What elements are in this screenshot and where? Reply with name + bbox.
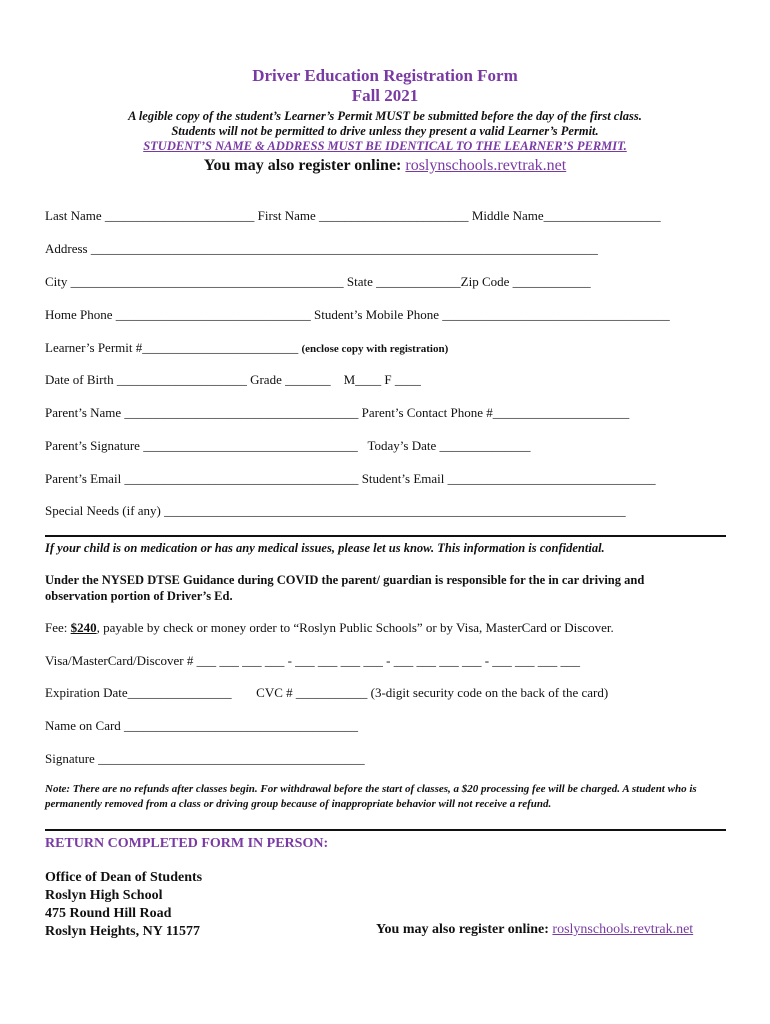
parent-name-row (45, 405, 629, 421)
address-field[interactable]: Address ______________________________________________________________________________ (45, 241, 598, 256)
name-on-card-field[interactable]: Name on Card ____________________________________ (45, 718, 359, 733)
dob-field[interactable]: Date of Birth ____________________ (45, 372, 247, 387)
parent-email-field[interactable]: Parent’s Email ____________________________________ (45, 471, 359, 486)
todays-date-field[interactable]: Today’s Date ______________ (367, 438, 531, 453)
return-street: 475 Round Hill Road (45, 906, 172, 921)
permit-field[interactable]: Learner’s Permit #________________________ (45, 340, 299, 355)
parent-signature-row (45, 438, 530, 454)
expiration-field[interactable]: Expiration Date________________ (45, 685, 232, 700)
fee-amount: $240 (70, 620, 97, 635)
form-subtitle: Fall 2021 (351, 86, 419, 105)
return-city: Roslyn Heights, NY 11577 (45, 924, 201, 939)
state-field[interactable]: State _____________ (346, 274, 461, 289)
parent-name-field[interactable]: Parent’s Name ____________________________________ (45, 405, 359, 420)
covid-note-1: Under the NYSED DTSE Guidance during COVID the parent/ guardian is responsible for the in car driving and (45, 573, 645, 587)
middle-name-field[interactable]: Middle Name__________________ (471, 208, 661, 223)
return-heading: RETURN COMPLETED FORM IN PERSON: (45, 836, 329, 851)
online-register-top (0, 156, 770, 176)
name-row (45, 208, 661, 224)
fee-text: , payable by check or money order to “Roslyn Public Schools” or by Visa, MasterCard or Discover. (96, 620, 614, 635)
online-link-bottom[interactable]: roslynschools.revtrak.net (552, 922, 694, 937)
grade-field[interactable]: Grade _______ (250, 372, 331, 387)
permit-row (45, 340, 448, 357)
zip-field[interactable]: Zip Code ____________ (460, 274, 591, 289)
identical-notice: STUDENT’S NAME & ADDRESS MUST BE IDENTICAL TO THE LEARNER’S PERMIT. (143, 139, 627, 153)
dob-row (45, 372, 421, 388)
email-row (45, 471, 656, 487)
parent-signature-field[interactable]: Parent’s Signature _________________________________ (45, 438, 358, 453)
student-email-field[interactable]: Student’s Email ________________________________ (361, 471, 656, 486)
permit-notice-2: Students will not be permitted to drive unless they present a valid Learner’s Permit. (171, 124, 599, 138)
phone-row (45, 307, 670, 323)
online-label-bottom: You may also register online: (376, 922, 553, 937)
online-link[interactable]: roslynschools.revtrak.net (405, 157, 567, 174)
student-mobile-field[interactable]: Student’s Mobile Phone ___________________________________ (314, 307, 670, 322)
home-phone-field[interactable]: Home Phone ______________________________ (45, 307, 311, 322)
return-school: Roslyn High School (45, 888, 163, 903)
online-label: You may also register online: (203, 157, 406, 174)
special-needs-field[interactable]: Special Needs (if any) _______________________________________________________________________ (45, 503, 626, 518)
card-number-field[interactable]: Visa/MasterCard/Discover # ___ ___ ___ ___ - ___ ___ ___ ___ - ___ ___ ___ ___ - ___ ___ ___ ___ (45, 653, 581, 668)
fee-label: Fee: (45, 620, 71, 635)
permit-note: (enclose copy with registration) (301, 343, 449, 355)
form-title: Driver Education Registration Form (252, 66, 518, 85)
medical-note: If your child is on medication or has any medical issues, please let us know. This information is confidential. (45, 541, 605, 555)
fee-line (45, 620, 614, 636)
city-row (45, 274, 591, 290)
card-signature-field[interactable]: Signature _________________________________________ (45, 751, 365, 766)
last-name-field[interactable]: Last Name _______________________ (45, 208, 255, 223)
cvc-field[interactable]: CVC # ___________ (3-digit security code on the back of the card) (256, 685, 609, 700)
refund-note: Note: There are no refunds after classes begin. For withdrawal before the start of classes, a $20 processing fee will be charged. A student who is permanently removed from a class or driving group because of inappropriate behavior will not receive a refund. (45, 783, 697, 810)
covid-note-2: observation portion of Driver’s Ed. (45, 589, 233, 603)
return-office: Office of Dean of Students (45, 870, 203, 885)
city-field[interactable]: City __________________________________________ (45, 274, 344, 289)
parent-phone-field[interactable]: Parent’s Contact Phone #_____________________ (361, 405, 630, 420)
permit-notice-1: A legible copy of the student’s Learner’s Permit MUST be submitted before the day of the first class. (128, 109, 642, 123)
first-name-field[interactable]: First Name _______________________ (257, 208, 469, 223)
online-register-bottom (376, 922, 693, 938)
divider-2 (45, 829, 726, 831)
sex-field[interactable]: M____ F ____ (343, 372, 421, 387)
card-expiry-row (45, 685, 608, 701)
divider-1 (45, 535, 726, 537)
